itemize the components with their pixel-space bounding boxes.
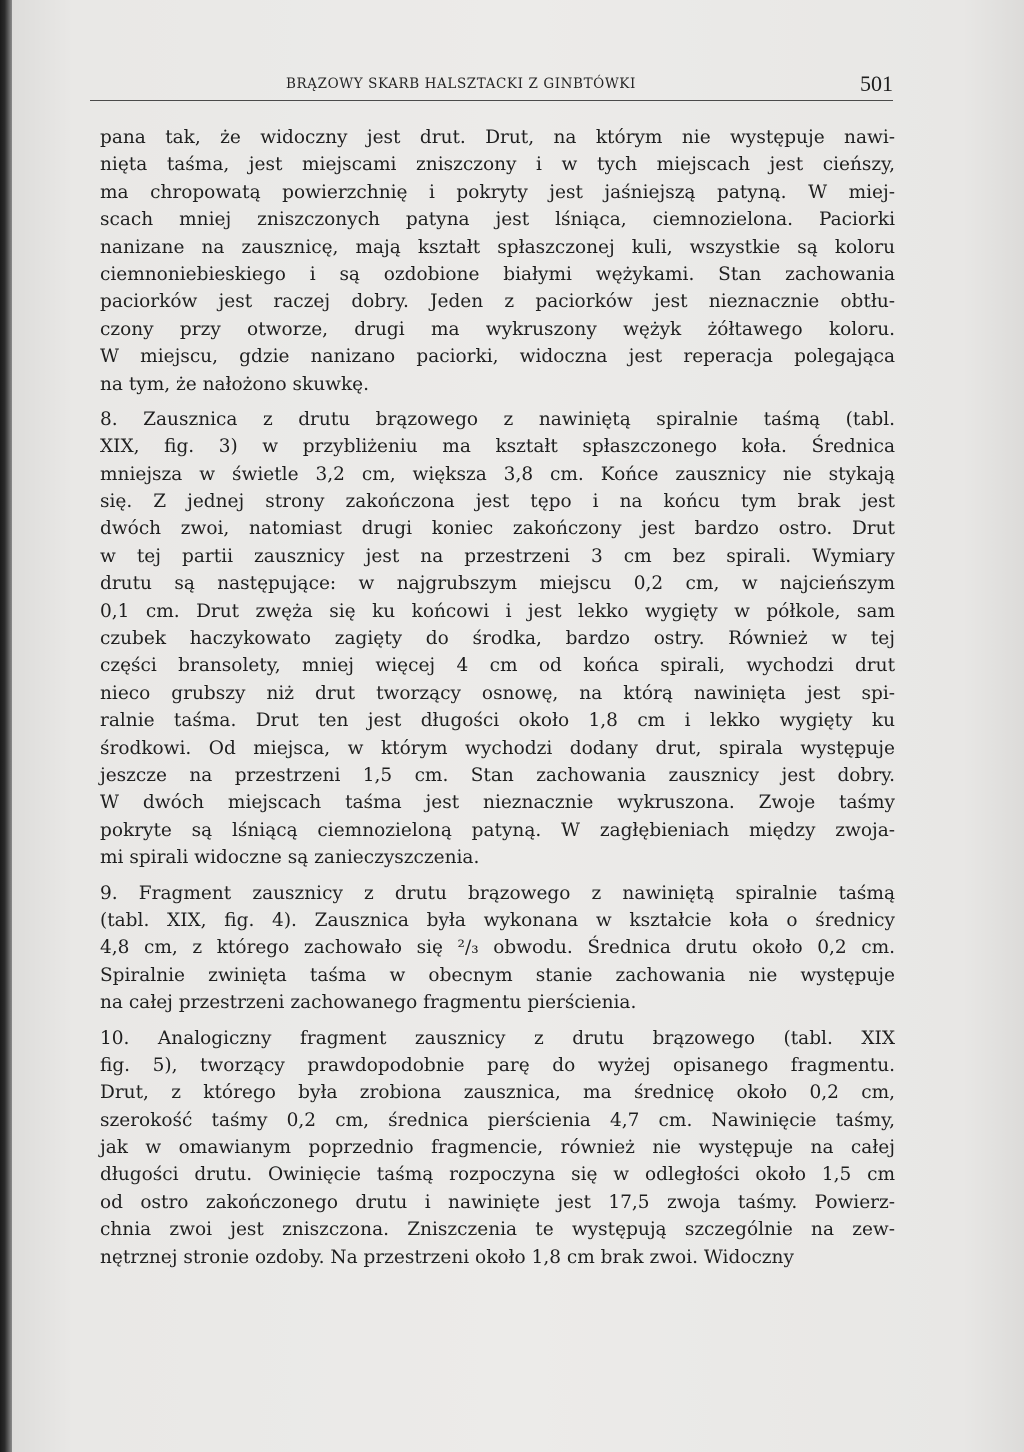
page-number: 501: [860, 71, 893, 96]
text-line: 10. Analogiczny fragment zausznicy z drutu brązowego (tabl. XIX: [100, 1027, 895, 1049]
text-line: pana tak, że widoczny jest drut. Drut, na którym nie występuje nawi-: [100, 127, 895, 148]
paragraph: [100, 124, 895, 398]
text-line: długości drutu. Owinięcie taśmą rozpoczyna się w odległości około 1,5 cm: [100, 1164, 895, 1186]
text-line: mniejsza w świetle 3,2 cm, większa 3,8 cm. Końce zausznicy nie stykają: [100, 463, 895, 485]
text-line: XIX, fig. 3) w przybliżeniu ma kształt spłaszczonego koła. Średnica: [100, 436, 895, 458]
text-line: pokryte są lśniącą ciemnozieloną patyną. W zagłębieniach między zwoja-: [100, 819, 895, 841]
text-line: nętrznej stronie ozdoby. Na przestrzeni około 1,8 cm brak zwoi. Widoczny: [100, 1246, 794, 1268]
text-line: szerokość taśmy 0,2 cm, średnica pierścienia 4,7 cm. Nawinięcie taśmy,: [100, 1109, 895, 1131]
text-line: (tabl. XIX, fig. 4). Zausznica była wykonana w kształcie koła o średnicy: [100, 909, 895, 931]
text-line: nanizane na zausznicę, mają kształt spłaszczonej kuli, wszystkie są koloru: [100, 236, 895, 258]
text-line: się. Z jednej strony zakończona jest tępo i na końcu tym brak jest: [100, 491, 895, 513]
text-line: ralnie taśma. Drut ten jest długości około 1,8 cm i lekko wygięty ku: [100, 710, 895, 732]
binding-edge: [0, 0, 12, 1452]
paragraph: [100, 406, 895, 872]
page-header: [90, 68, 893, 101]
text-line: nięta taśma, jest miejscami zniszczony i w tych miejscach jest cieńszy,: [100, 154, 895, 176]
paragraph-gap: [100, 872, 895, 880]
text-line: części bransolety, mniej więcej 4 cm od końca spirali, wychodzi drut: [100, 655, 895, 677]
text-line: czubek haczykowato zagięty do środka, bardzo ostry. Również w tej: [100, 628, 895, 650]
text-line: w tej partii zausznicy jest na przestrzeni 3 cm bez spirali. Wymiary: [100, 545, 895, 567]
text-line: 0,1 cm. Drut zwęża się ku końcowi i jest lekko wygięty w półkole, sam: [100, 600, 895, 622]
text-line: mi spirali widoczne są zanieczyszczenia.: [100, 847, 480, 869]
text-line: na tym, że nałożono skuwkę.: [100, 373, 369, 395]
paragraph: [100, 880, 895, 1017]
paragraph-gap: [100, 398, 895, 406]
text-line: scach mniej zniszczonych patyna jest lśniąca, ciemnozielona. Paciorki: [100, 209, 895, 231]
text-line: Spiralnie zwinięta taśma w obecnym stanie zachowania nie występuje: [100, 964, 895, 986]
text-line: ma chropowatą powierzchnię i pokryty jest jaśniejszą patyną. W miej-: [100, 181, 895, 203]
text-line: fig. 5), tworzący prawdopodobnie parę do wyżej opisanego fragmentu.: [100, 1054, 895, 1076]
paragraph-gap: [100, 1017, 895, 1025]
running-title: BRĄZOWY SKARB HALSZTACKI Z GINBTÓWKI: [286, 76, 636, 92]
body-text: [100, 124, 895, 1271]
text-line: 4,8 cm, z którego zachowało się ²/₃ obwodu. Średnica drutu około 0,2 cm.: [100, 937, 895, 959]
text-line: W miejscu, gdzie nanizano paciorki, widoczna jest reperacja polegająca: [100, 346, 895, 368]
paragraph: [100, 1025, 895, 1272]
text-line: paciorków jest raczej dobry. Jeden z paciorków jest nieznacznie obtłu-: [100, 291, 895, 313]
text-line: jak w omawianym poprzednio fragmencie, również nie występuje na całej: [100, 1137, 895, 1159]
text-line: na całej przestrzeni zachowanego fragmentu pierścienia.: [100, 992, 637, 1014]
text-line: jeszcze na przestrzeni 1,5 cm. Stan zachowania zausznicy jest dobry.: [100, 764, 895, 786]
text-line: chnia zwoi jest zniszczona. Zniszczenia te występują szczególnie na zew-: [100, 1219, 895, 1241]
text-line: Drut, z którego była zrobiona zausznica, ma średnicę około 0,2 cm,: [100, 1082, 895, 1104]
text-line: drutu są następujące: w najgrubszym miejscu 0,2 cm, w najcieńszym: [100, 573, 895, 595]
text-line: W dwóch miejscach taśma jest nieznacznie wykruszona. Zwoje taśmy: [100, 792, 895, 814]
text-line: środkowi. Od miejsca, w którym wychodzi dodany drut, spirala występuje: [100, 737, 895, 759]
text-line: od ostro zakończonego drutu i nawinięte jest 17,5 zwoja taśmy. Powierz-: [100, 1191, 895, 1213]
text-line: dwóch zwoi, natomiast drugi koniec zakończony jest bardzo ostro. Drut: [100, 518, 895, 540]
text-line: nieco grubszy niż drut tworzący osnowę, na którą nawinięta jest spi-: [100, 682, 895, 704]
text-line: ciemnoniebieskiego i są ozdobione białymi wężykami. Stan zachowania: [100, 263, 895, 285]
text-line: czony przy otworze, drugi ma wykruszony wężyk żółtawego koloru.: [100, 318, 895, 340]
text-line: 9. Fragment zausznicy z drutu brązowego z nawiniętą spiralnie taśmą: [100, 882, 895, 904]
text-line: 8. Zausznica z drutu brązowego z nawiniętą spiralnie taśmą (tabl.: [100, 408, 895, 430]
